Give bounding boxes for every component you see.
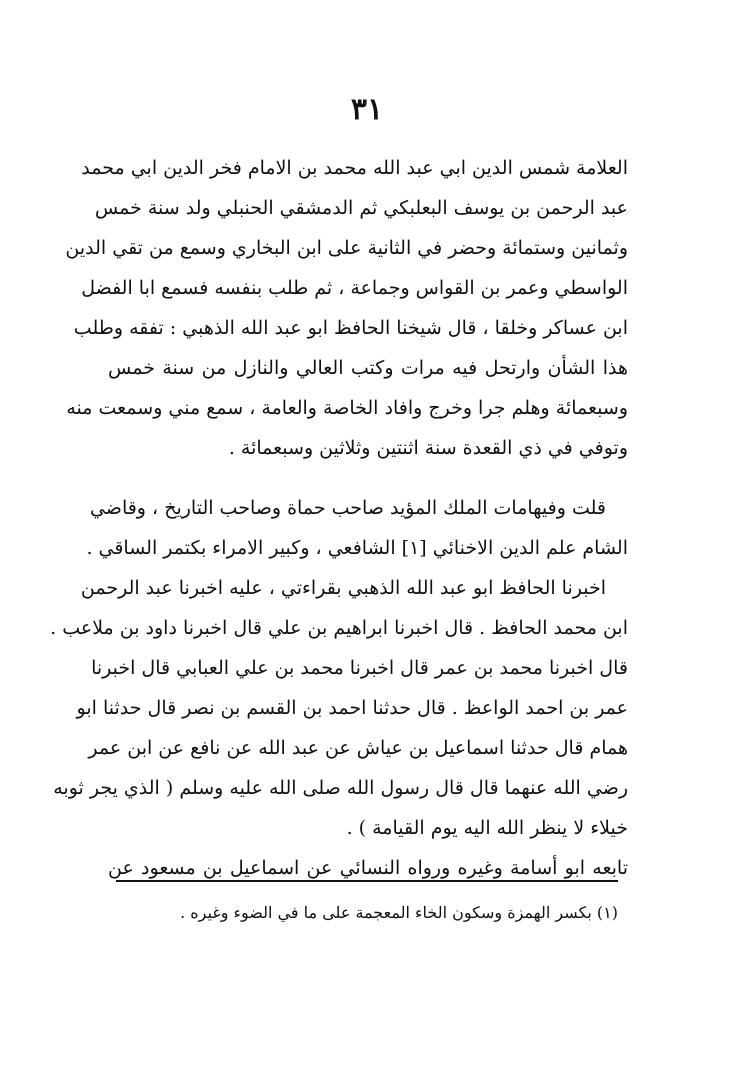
- text-line: وتوفي في ذي القعدة سنة اثنتين وثلاثين وسبعمائة .: [228, 437, 628, 459]
- text-line: ابن محمد الحافظ . قال اخبرنا ابراهيم بن علي قال اخبرنا داود بن ملاعب .: [50, 617, 628, 639]
- text-line: اخبرنا الحافظ ابو عبد الله الذهبي بقراءتي ، عليه اخبرنا عبد الرحمن: [80, 577, 606, 599]
- text-line: هذا الشأن وارتحل فيه مرات وكتب العالي والنازل من سنة خمس: [108, 357, 628, 379]
- text-line: رضي الله عنهما قال قال رسول الله صلى الله عليه وسلم ( الذي يجر ثوبه: [53, 777, 628, 799]
- text-line: قلت وفيهامات الملك المؤيد صاحب حماة وصاحب التاريخ ، وقاضي: [89, 497, 606, 519]
- page-number: ٣١: [350, 92, 384, 127]
- footnote: (١) بكسر الهمزة وسكون الخاء المعجمة على ما في الضوء وغيره .: [180, 903, 618, 922]
- footnote-divider: [116, 880, 618, 882]
- text-line: عمر بن احمد الواعظ . قال حدثنا احمد بن القسم بن نصر قال حدثنا ابو: [76, 697, 628, 719]
- text-line: وثمانين وستمائة وحضر في الثانية على ابن البخاري وسمع من تقي الدين: [65, 237, 628, 259]
- text-line: همام قال حدثنا اسماعيل بن عياش عن عبد الله عن نافع عن ابن عمر: [88, 737, 628, 759]
- text-line: خيلاء لا ينظر الله اليه يوم القيامة ) .: [346, 817, 628, 839]
- text-line: قال اخبرنا محمد بن عمر قال اخبرنا محمد بن علي العبابي قال اخبرنا: [91, 657, 628, 679]
- text-line: الواسطي وعمر بن القواس وجماعة ، ثم طلب بنفسه فسمع ابا الفضل: [81, 277, 628, 299]
- text-line: العلامة شمس الدين ابي عبد الله محمد بن الامام فخر الدين ابي محمد: [81, 157, 628, 179]
- main-text-block: [50, 148, 628, 888]
- text-line: تابعه ابو أسامة وغيره ورواه النسائي عن اسماعيل بن مسعود عن: [108, 857, 628, 879]
- text-line: ابن عساكر وخلقا ، قال شيخنا الحافظ ابو عبد الله الذهبي : تفقه وطلب: [73, 317, 628, 339]
- text-line: وسبعمائة وهلم جرا وخرج وافاد الخاصة والعامة ، سمع مني وسمعت منه: [66, 397, 628, 419]
- text-line: عبد الرحمن بن يوسف البعلبكي ثم الدمشقي الحنبلي ولد سنة خمس: [94, 197, 628, 219]
- text-line: الشام علم الدين الاخنائي [١] الشافعي ، وكبير الامراء بكتمر الساقي .: [86, 537, 628, 559]
- paragraph-gap: [108, 468, 628, 488]
